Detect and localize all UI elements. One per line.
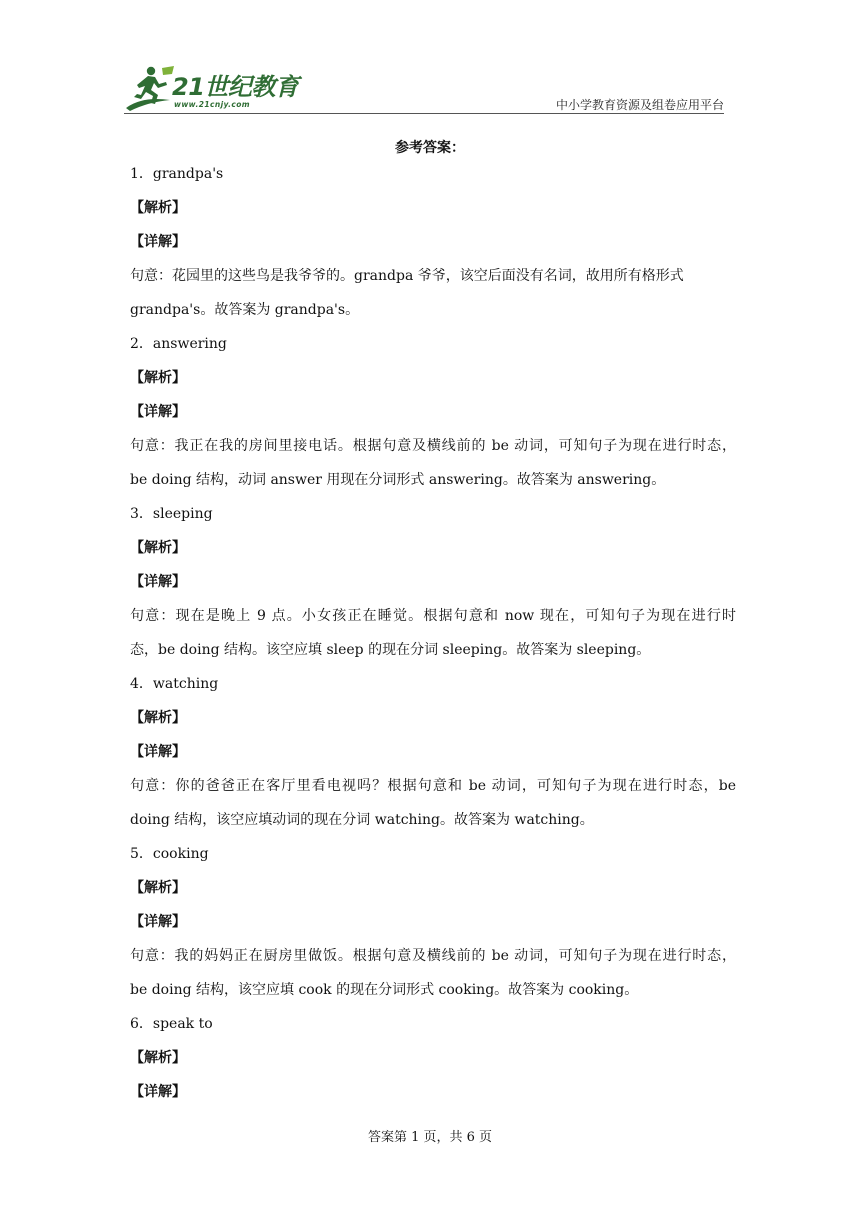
platform-name: 中小学教育资源及组卷应用平台 xyxy=(555,98,724,112)
answer-line: 3．sleeping xyxy=(130,506,213,522)
answer-content xyxy=(130,157,736,1109)
answer-line: 6．speak to xyxy=(130,1016,213,1032)
answer-line: 句意：我的妈妈正在厨房里做饭。根据句意及横线前的 be 动词，可知句子为现在进行时态， xyxy=(130,948,736,964)
section-label: 【解析】 xyxy=(130,200,186,216)
logo-url: www.21cnjy.com xyxy=(174,100,251,109)
section-label: 【解析】 xyxy=(130,540,186,556)
answer-line: be doing 结构，动词 answer 用现在分词形式 answering。故答案为 answering。 xyxy=(130,472,666,488)
page-header xyxy=(124,62,724,114)
answer-line: doing 结构，该空应填动词的现在分词 watching。故答案为 watching。 xyxy=(130,812,594,828)
answer-line: 5．cooking xyxy=(130,846,209,862)
answer-line: 1．grandpa's xyxy=(130,166,224,182)
page-footer: 答案第 1 页，共 6 页 xyxy=(367,1130,493,1145)
answer-line: 2．answering xyxy=(130,336,227,352)
section-label: 【详解】 xyxy=(130,574,186,590)
logo-text: 21世纪教育 xyxy=(172,73,299,101)
page-title: 参考答案： xyxy=(395,140,465,156)
runner-logo-icon xyxy=(124,62,176,114)
section-label: 【解析】 xyxy=(130,370,186,386)
answer-line: 句意：你的爸爸正在客厅里看电视吗？根据句意和 be 动词，可知句子为现在进行时态，be xyxy=(130,778,736,794)
answer-line: grandpa's。故答案为 grandpa's。 xyxy=(130,302,360,318)
section-label: 【详解】 xyxy=(130,914,186,930)
section-label: 【解析】 xyxy=(130,880,186,896)
answer-line: 句意：我正在我的房间里接电话。根据句意及横线前的 be 动词，可知句子为现在进行时态， xyxy=(130,438,736,454)
section-label: 【详解】 xyxy=(130,404,186,420)
section-label: 【解析】 xyxy=(130,710,186,726)
section-label: 【详解】 xyxy=(130,1084,186,1100)
section-label: 【详解】 xyxy=(130,744,186,760)
answer-line: be doing 结构，该空应填 cook 的现在分词形式 cooking。故答案为 cooking。 xyxy=(130,982,639,998)
section-label: 【解析】 xyxy=(130,1050,186,1066)
answer-line: 4．watching xyxy=(130,676,219,692)
logo xyxy=(124,62,299,114)
header-divider xyxy=(124,113,724,114)
answer-line: 句意：花园里的这些鸟是我爷爷的。grandpa 爷爷，该空后面没有名词，故用所有格形式 xyxy=(130,268,684,284)
answer-line: 句意：现在是晚上 9 点。小女孩正在睡觉。根据句意和 now 现在，可知句子为现在进行时 xyxy=(130,608,736,624)
answer-line: 态，be doing 结构。该空应填 sleep 的现在分词 sleeping。故答案为 sleeping。 xyxy=(130,642,651,658)
section-label: 【详解】 xyxy=(130,234,186,250)
